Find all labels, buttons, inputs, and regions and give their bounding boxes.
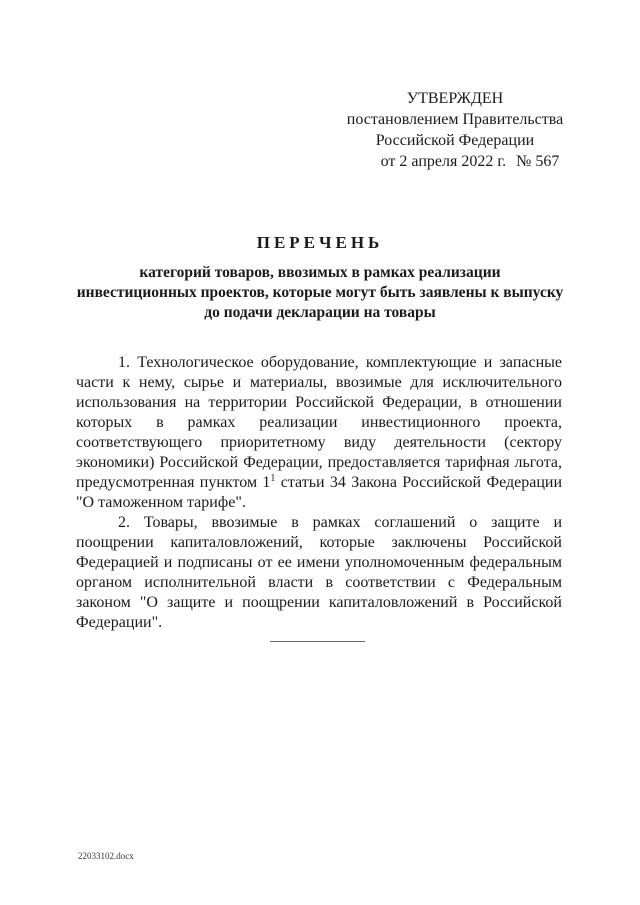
item-1-paragraph: [76, 353, 562, 513]
approval-date: от 2 апреля 2022 г.: [380, 153, 507, 170]
document-body: [76, 353, 562, 633]
approval-country-line: Российской Федерации: [375, 132, 535, 149]
item-1-superscript: 1: [270, 473, 276, 484]
file-code: 22033102.docx: [78, 851, 134, 861]
closing-separator-line: [270, 641, 365, 642]
approval-block: [340, 88, 570, 172]
item-1-text: 1. Технологическое оборудование, комплектующие и запасные части к нему, сырье и материалы, ввозимые для исключительного использования на территории Российской Федерации, в отношении которых в рамках реализации инвестиционного проекта, соответствующего приоритетному виду деятельности (сектору экономики) Российской Федерации, предоставляется тарифная льгота, предусмотренная пунктом 1: [76, 354, 562, 491]
item-2-paragraph: 2. Товары, ввозимые в рамках соглашений о защите и поощрении капиталовложений, которые заключены Российской Федерацией и подписаны от ее имени уполномоченным федеральным органом исполнительной власти в соответствии с Федеральным законом "О защите и поощрении капиталовложений в Российской Федерации".: [76, 514, 562, 631]
document-subtitle: [70, 263, 570, 323]
subtitle-line-1: категорий товаров, ввозимых в рамках реализации: [139, 264, 501, 281]
approval-heading: УТВЕРЖДЕН: [406, 90, 504, 107]
approval-number-sign: №: [516, 153, 532, 170]
item-1-text-end: статьи 34 Закона Российской Федерации "О таможенном тарифе".: [76, 474, 563, 511]
approval-issuer-line: постановлением Правительства: [346, 111, 564, 128]
approval-number: 567: [535, 153, 560, 170]
document-title: ПЕРЕЧЕНЬ: [256, 233, 384, 252]
subtitle-line-2: инвестиционных проектов, которые могут быть заявлены к выпуску: [76, 284, 564, 301]
subtitle-line-3: до подачи декларации на товары: [204, 304, 436, 321]
approval-date-line: [340, 151, 570, 172]
